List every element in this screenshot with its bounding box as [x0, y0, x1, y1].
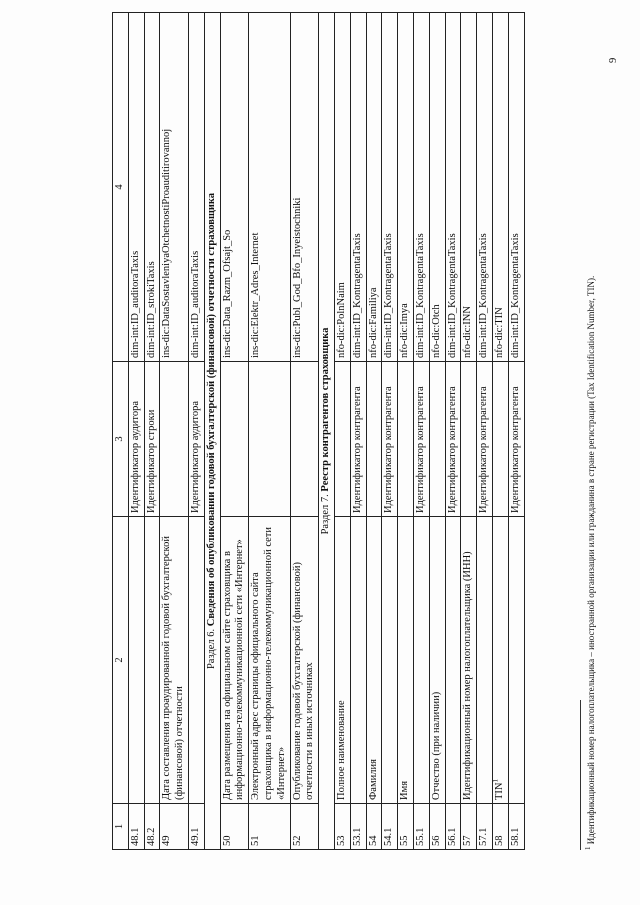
- table-row: [188, 13, 204, 850]
- row-name: Электронный адрес страницы официального сайта страховщика в информационно-телекоммуникационной сети «Интернет»: [249, 517, 290, 804]
- table-row: [413, 13, 429, 850]
- section-7-heading: [319, 13, 335, 850]
- footnote-text: Идентификационный номер налогоплательщика – иностранной организации или гражданина в стране регистрации (Tax Identification Number, TIN).: [586, 275, 596, 845]
- header-col-2: 2: [113, 517, 129, 804]
- row-name: [188, 517, 204, 804]
- table-row: [160, 13, 189, 850]
- section-row: [204, 13, 220, 850]
- row-name: [128, 517, 144, 804]
- row-identifier: [334, 362, 350, 517]
- section-title: Сведения об опубликовании годовой бухгалтерской (финансовой) отчетности страховщика: [205, 192, 217, 627]
- table-row: [461, 13, 477, 850]
- row-name: [144, 517, 160, 804]
- row-name: Имя: [398, 517, 414, 804]
- row-name: [445, 517, 461, 804]
- section-label: Раздел 7.: [320, 494, 332, 535]
- row-identifier: [398, 362, 414, 517]
- row-number: 58: [492, 804, 508, 850]
- row-number: 54: [366, 804, 382, 850]
- row-element: nfo-dic:Imya: [398, 13, 414, 362]
- row-element: ins-dic:Publ_God_Bfo_Inyeistochniki: [290, 13, 319, 362]
- row-identifier: [220, 362, 249, 517]
- taxonomy-table: [112, 12, 525, 850]
- row-identifier: Идентификатор аудитора: [188, 362, 204, 517]
- row-identifier: [492, 362, 508, 517]
- table-row: [382, 13, 398, 850]
- row-element: dim-int:ID_KontragentaTaxis: [413, 13, 429, 362]
- row-name: Отчество (при наличии): [429, 517, 445, 804]
- row-name: Опубликование годовой бухгалтерской (финансовой) отчетности в иных источниках: [290, 517, 319, 804]
- page-number: 9: [608, 57, 619, 63]
- row-name: Фамилия: [366, 517, 382, 804]
- table-row: [445, 13, 461, 850]
- row-element: dim-int:ID_KontragentaTaxis: [508, 13, 524, 362]
- footnote-divider: [580, 700, 581, 850]
- row-element: dim-int:ID_auditoraTaxis: [128, 13, 144, 362]
- section-label: Раздел 6.: [205, 628, 217, 670]
- row-element: nfo-dic:TIN: [492, 13, 508, 362]
- row-name: [350, 517, 366, 804]
- section-row: [319, 13, 335, 850]
- row-element: dim-int:ID_KontragentaTaxis: [445, 13, 461, 362]
- table-row: [334, 13, 350, 850]
- table-row: [128, 13, 144, 850]
- row-element: nfo-dic:Otch: [429, 13, 445, 362]
- table-row: [398, 13, 414, 850]
- row-name: [508, 517, 524, 804]
- header-col-3: 3: [113, 362, 129, 517]
- header-col-4: 4: [113, 13, 129, 362]
- row-number: 54.1: [382, 804, 398, 850]
- row-identifier: [366, 362, 382, 517]
- row-name: Идентификационный номер налогоплательщика (ИНН): [461, 517, 477, 804]
- row-element: dim-int:ID_KontragentaTaxis: [477, 13, 493, 362]
- section-title: Реестр контрагентов страховщика: [320, 327, 332, 492]
- row-identifier: Идентификатор аудитора: [128, 362, 144, 517]
- footnote-mark: 1: [584, 846, 592, 850]
- row-identifier: Идентификатор контрагента: [413, 362, 429, 517]
- row-element: dim-int:ID_auditoraTaxis: [188, 13, 204, 362]
- row-element: dim-int:ID_KontragentaTaxis: [382, 13, 398, 362]
- row-identifier: Идентификатор строки: [144, 362, 160, 517]
- row-element: nfo-dic:INN: [461, 13, 477, 362]
- row-identifier: Идентификатор контрагента: [382, 362, 398, 517]
- row-name: [492, 517, 508, 804]
- row-number: 57.1: [477, 804, 493, 850]
- row-identifier: [249, 362, 290, 517]
- row-number: 48.2: [144, 804, 160, 850]
- row-name: Полное наименование: [334, 517, 350, 804]
- row-number: 58.1: [508, 804, 524, 850]
- table-row: [366, 13, 382, 850]
- row-element: ins-dic:Elektr_Adres_Internet: [249, 13, 290, 362]
- row-number: 49.1: [188, 804, 204, 850]
- header-col-1: 1: [113, 804, 129, 850]
- section-6-heading: [204, 13, 220, 850]
- footnote: [586, 10, 597, 850]
- row-number: 52: [290, 804, 319, 850]
- row-number: 56.1: [445, 804, 461, 850]
- row-identifier: [290, 362, 319, 517]
- table-row: [350, 13, 366, 850]
- row-element: dim-int:ID_KontragentaTaxis: [350, 13, 366, 362]
- table-row: [477, 13, 493, 850]
- table-row: [290, 13, 319, 850]
- row-element: ins-dic:Data_Razm_Ofsajt_So: [220, 13, 249, 362]
- row-number: 55.1: [413, 804, 429, 850]
- row-number: 51: [249, 804, 290, 850]
- row-element: nfo-dic:Familiya: [366, 13, 382, 362]
- row-number: 56: [429, 804, 445, 850]
- row-number: 49: [160, 804, 189, 850]
- row-identifier: Идентификатор контрагента: [508, 362, 524, 517]
- row-element: dim-int:ID_strokiTaxis: [144, 13, 160, 362]
- table-row: [492, 13, 508, 850]
- row-element: ins-dic:DataSostavleniyaOtchetnostiProauditirovannoj: [160, 13, 189, 362]
- row-number: 57: [461, 804, 477, 850]
- row-number: 50: [220, 804, 249, 850]
- row-number: 55: [398, 804, 414, 850]
- row-identifier: Идентификатор контрагента: [350, 362, 366, 517]
- table-body: [113, 13, 525, 850]
- row-identifier: [160, 362, 189, 517]
- row-name: [477, 517, 493, 804]
- row-identifier: Идентификатор контрагента: [445, 362, 461, 517]
- row-name: [382, 517, 398, 804]
- row-number: 53: [334, 804, 350, 850]
- row-number: 48.1: [128, 804, 144, 850]
- table-row: [249, 13, 290, 850]
- header-row: [113, 13, 129, 850]
- table-row: [220, 13, 249, 850]
- row-number: 53.1: [350, 804, 366, 850]
- row-identifier: [461, 362, 477, 517]
- row-element: nfo-dic:PolnNaim: [334, 13, 350, 362]
- footnote-ref[interactable]: 1: [491, 779, 500, 783]
- row-identifier: [429, 362, 445, 517]
- table-row: [429, 13, 445, 850]
- table-row: [508, 13, 524, 850]
- row-identifier: Идентификатор контрагента: [477, 362, 493, 517]
- row-name: Дата размещения на официальном сайте страховщика в информационно-телекоммуникационной сети «Интернет»: [220, 517, 249, 804]
- table-row: [144, 13, 160, 850]
- row-name: [413, 517, 429, 804]
- tin-label: TIN: [493, 782, 505, 800]
- row-name: Дата составления проаудированной годовой бухгалтерской (финансовой) отчетности: [160, 517, 189, 804]
